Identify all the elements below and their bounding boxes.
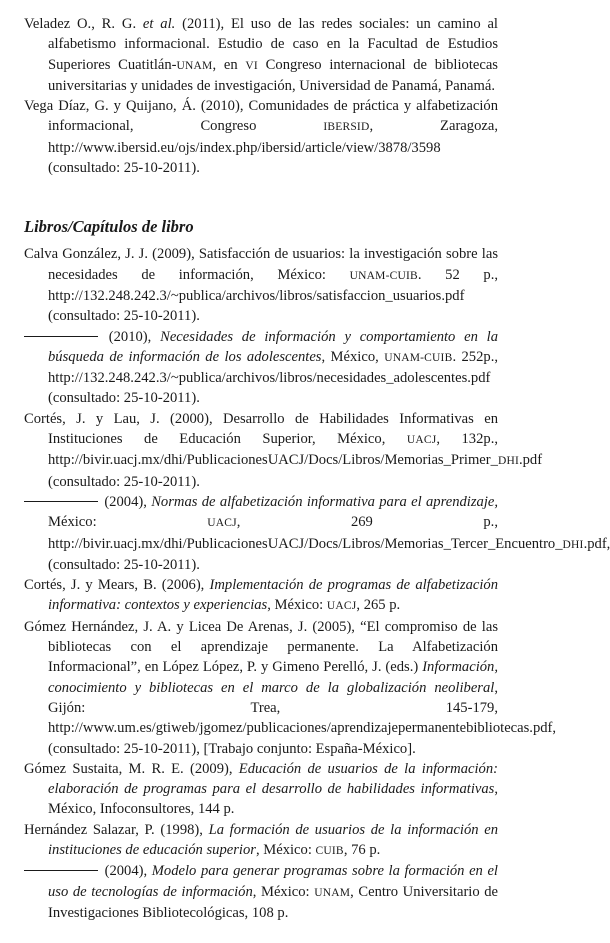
repeat-author-dash [24, 501, 98, 502]
ref-italic: et al. [142, 16, 176, 32]
ref-italic: Implementación de programas de alfabetización informativa: contextos y experiencias [48, 577, 499, 614]
ref-text: , México: [267, 597, 327, 614]
ref-smallcaps: VI [245, 59, 258, 72]
reference-entry-cortes-lau [24, 409, 543, 492]
ref-text: Hernández Salazar, P. (1998), [24, 821, 209, 838]
ref-text: , en [212, 56, 246, 73]
reference-entry-calva-2009 [24, 244, 498, 326]
ref-italic: Información, conocimiento y bibliotecas en el marco de la globalización neoliberal [48, 659, 498, 696]
ref-text: Calva González, J. J. (2009), Satisfacción de usuarios: la investigación sobre las necesidades de información, México: [24, 246, 498, 283]
ref-text: , Zaragoza, http://www.ibersid.eu/ojs/index.php/ibersid/article/view/3878/3598 (consultado: 25-10-2011). [48, 118, 498, 177]
ref-text: Veladez O., R. G. [24, 16, 143, 32]
ref-text: .pdf (consultado: 25-10-2011). [48, 452, 543, 490]
ref-smallcaps: IBERSID [323, 121, 370, 134]
ref-text: (2004), [100, 493, 152, 510]
reference-entry-cortes-2004 [24, 492, 610, 575]
ref-smallcaps: UNAM [314, 886, 351, 899]
ref-text: (2011), El uso de las redes sociales: un camino al alfabetismo informacional. Estudio de caso en la Facultad de Estudios Superiores Cuatitlán- [48, 16, 498, 73]
ref-text: . 52 p., http://132.248.242.3/~publica/archivos/libros/satisfaccion_usuarios.pdf (consultado: 25-10-2011). [48, 266, 498, 325]
ref-italic: Educación de usuarios de la información: elaboración de programas para el desarrollo de habilidades informativas [48, 760, 498, 798]
ref-text: . 252p., http://132.248.242.3/~publica/archivos/libros/necesidades_adolescentes.pdf (consultado: 25-10-2011). [48, 348, 498, 407]
ref-text: , México: [255, 841, 316, 858]
reference-entry-gomez-sustaita [24, 759, 498, 820]
ref-text: México: [48, 514, 208, 531]
ref-text: Vega Díaz, G. y Quijano, Á. (2010), Comunidades de práctica y alfabetización informacional, Congreso [24, 98, 498, 135]
reference-entry-hernandez-2004 [24, 861, 498, 923]
reference-entry-vega [24, 96, 498, 178]
ref-text: .pdf, (consultado: 25-10-2011). [48, 535, 610, 573]
repeat-author-dash [24, 870, 98, 871]
ref-text: Gómez Hernández, J. A. y Licea De Arenas, J. (2005), “El compromiso de las bibliotecas con el aprendizaje permanente. La Alfabetización Informacional”, en López López, P. y Gimeno Perelló, J. (eds.) [24, 618, 498, 676]
bibliography-page [24, 14, 610, 923]
ref-text: , Gijón: Trea, 145-179, http://www.um.es/gtiweb/jgomez/publicaciones/aprendizajepermanentebibliotecas.pdf, (consultado: 25-10-2011), [Trabajo conjunto: España-México]. [48, 679, 557, 757]
ref-text: (2010), [100, 328, 161, 345]
ref-text: , México, [321, 348, 385, 365]
ref-text: (2004), [100, 863, 152, 880]
ref-text: , 265 p. [356, 597, 401, 614]
ref-italic: Modelo para generar programas sobre la formación en el uso de tecnologías de información [48, 863, 498, 900]
ref-text: , 132p., http://bivir.uacj.mx/dhi/PublicacionesUACJ/Docs/Libros/Memorias_Primer_ [48, 431, 498, 469]
ref-text: Gómez Sustaita, M. R. E. (2009), [24, 760, 239, 777]
ref-smallcaps: UNAM-CUIB [349, 269, 418, 282]
reference-entry-cortes-mears [24, 575, 498, 617]
ref-text: Cortés, J. y Lau, J. (2000), Desarrollo de Habilidades Informativas en Instituciones de Educación Superior, México, [24, 410, 498, 448]
ref-text: , 269 p., http://bivir.uacj.mx/dhi/PublicacionesUACJ/Docs/Libros/Memorias_Tercer_Encuentro_ [48, 514, 563, 552]
ref-text: , 76 p. [343, 841, 381, 858]
ref-italic: Necesidades de información y comportamiento en la búsqueda de información de los adolescentes [48, 328, 499, 365]
ref-smallcaps: UNAM [176, 59, 213, 72]
ref-smallcaps: DHI [562, 538, 584, 551]
ref-smallcaps: DHI [497, 455, 519, 468]
ref-smallcaps: UNAM-CUIB [384, 351, 453, 364]
ref-text: , México: [252, 883, 315, 900]
section-title: Libros/Capítulos de libro [24, 217, 194, 237]
ref-smallcaps: UACJ [207, 517, 237, 530]
ref-italic: Normas de alfabetización informativa para el aprendizaje, [151, 493, 499, 510]
ref-smallcaps: UACJ [406, 434, 437, 447]
reference-entry-veladez [24, 14, 498, 96]
reference-entry-hernandez-1998 [24, 820, 498, 862]
ref-smallcaps: CUIB [315, 844, 344, 857]
ref-text: , México, Infoconsultores, 144 p. [48, 781, 498, 818]
reference-entry-gomez-hernandez [24, 617, 557, 759]
ref-smallcaps: UACJ [326, 600, 357, 613]
repeat-author-dash [24, 336, 98, 337]
ref-text: Cortés, J. y Mears, B. (2006), [24, 577, 210, 594]
ref-italic: La formación de usuarios de la información en instituciones de educación superior [48, 821, 498, 858]
reference-entry-calva-2010 [24, 327, 498, 409]
ref-text: Congreso internacional de bibliotecas universitarias y unidades de investigación, Universidad de Panamá, Panamá. [48, 56, 498, 94]
ref-text: , Centro Universitario de Investigaciones Bibliotecológicas, 108 p. [48, 883, 499, 921]
